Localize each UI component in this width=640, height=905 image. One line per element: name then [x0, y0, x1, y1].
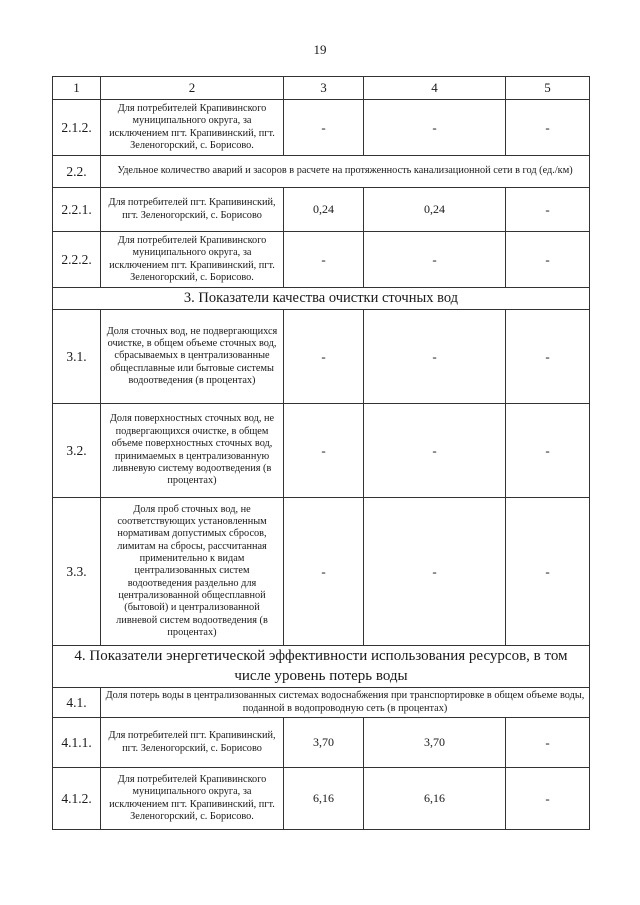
- row-value-col4: -: [364, 100, 506, 156]
- header-cell: 5: [506, 77, 590, 100]
- row-number: 2.2.2.: [53, 232, 101, 288]
- row-value-col5: -: [506, 310, 590, 404]
- section-row: [53, 646, 590, 688]
- row-value-col4: -: [364, 498, 506, 646]
- indicators-table: [52, 76, 590, 830]
- section-row: [53, 288, 590, 310]
- header-cell: 4: [364, 77, 506, 100]
- indicator-description: Доля потерь воды в централизованных системах водоснабжения при транспортировке в общем объеме воды, поданной в водопроводную сеть (в процентах): [101, 688, 590, 718]
- row-number: 2.2.: [53, 156, 101, 188]
- table-row: [53, 718, 590, 768]
- section-title: 4. Показатели энергетической эффективности использования ресурсов, в том числе уровень потерь воды: [53, 646, 590, 688]
- header-cell: 3: [284, 77, 364, 100]
- table-row: [53, 404, 590, 498]
- row-value-col5: -: [506, 718, 590, 768]
- table-row: [53, 768, 590, 830]
- row-value-col4: -: [364, 404, 506, 498]
- row-description: Доля проб сточных вод, не соответствующих установленным нормативам допустимых сбросов, лимитам на сбросы, рассчитанная применительно к видам централизованных систем водоотведения раздельно для централизованной общесплавной (бытовой) и централизованной ливневой систем водоотведения (в процентах): [101, 498, 284, 646]
- row-value-col5: -: [506, 100, 590, 156]
- row-number: 3.1.: [53, 310, 101, 404]
- table-row: [53, 188, 590, 232]
- row-value-col3: -: [284, 498, 364, 646]
- page-number: 19: [313, 42, 327, 57]
- row-value-col4: -: [364, 310, 506, 404]
- row-value-col3: -: [284, 310, 364, 404]
- table-row: [53, 100, 590, 156]
- row-value-col3: -: [284, 232, 364, 288]
- table-row: [53, 310, 590, 404]
- row-number: 3.3.: [53, 498, 101, 646]
- row-value-col3: 3,70: [284, 718, 364, 768]
- row-description: Для потребителей Крапивинского муниципального округа, за исключением пгт. Крапивинский, пгт. Зеленогорский, с. Борисово.: [101, 100, 284, 156]
- row-number: 4.1.2.: [53, 768, 101, 830]
- row-value-col4: 6,16: [364, 768, 506, 830]
- table-row: [53, 498, 590, 646]
- table-row: [53, 156, 590, 188]
- section-title: 3. Показатели качества очистки сточных вод: [53, 288, 590, 310]
- row-description: Доля сточных вод, не подвергающихся очистке, в общем объеме сточных вод, сбрасываемых в централизованные общесплавные или бытовые системы водоотведения (в процентах): [101, 310, 284, 404]
- row-value-col4: 3,70: [364, 718, 506, 768]
- row-description: Для потребителей пгт. Крапивинский, пгт. Зеленогорский, с. Борисово: [101, 188, 284, 232]
- row-value-col3: 0,24: [284, 188, 364, 232]
- table-header-row: [53, 77, 590, 100]
- row-value-col3: 6,16: [284, 768, 364, 830]
- row-value-col3: -: [284, 404, 364, 498]
- header-cell: 1: [53, 77, 101, 100]
- row-number: 3.2.: [53, 404, 101, 498]
- row-value-col3: -: [284, 100, 364, 156]
- row-number: 4.1.: [53, 688, 101, 718]
- row-number: 2.1.2.: [53, 100, 101, 156]
- row-description: Для потребителей пгт. Крапивинский, пгт. Зеленогорский, с. Борисово: [101, 718, 284, 768]
- row-description: Доля поверхностных сточных вод, не подвергающихся очистке, в общем объеме поверхностных сточных вод, принимаемых в централизованную ливневую систему водоотведения (в процентах): [101, 404, 284, 498]
- table-row: [53, 232, 590, 288]
- row-value-col5: -: [506, 232, 590, 288]
- row-value-col5: -: [506, 188, 590, 232]
- row-description: Для потребителей Крапивинского муниципального округа, за исключением пгт. Крапивинский, пгт. Зеленогорский, с. Борисово.: [101, 232, 284, 288]
- row-value-col4: 0,24: [364, 188, 506, 232]
- row-number: 4.1.1.: [53, 718, 101, 768]
- row-number: 2.2.1.: [53, 188, 101, 232]
- row-value-col5: -: [506, 498, 590, 646]
- table-row: [53, 688, 590, 718]
- row-value-col4: -: [364, 232, 506, 288]
- header-cell: 2: [101, 77, 284, 100]
- indicator-description: Удельное количество аварий и засоров в расчете на протяженность канализационной сети в год (ед./км): [101, 156, 590, 188]
- row-value-col5: -: [506, 404, 590, 498]
- row-value-col5: -: [506, 768, 590, 830]
- row-description: Для потребителей Крапивинского муниципального округа, за исключением пгт. Крапивинский, пгт. Зеленогорский, с. Борисово.: [101, 768, 284, 830]
